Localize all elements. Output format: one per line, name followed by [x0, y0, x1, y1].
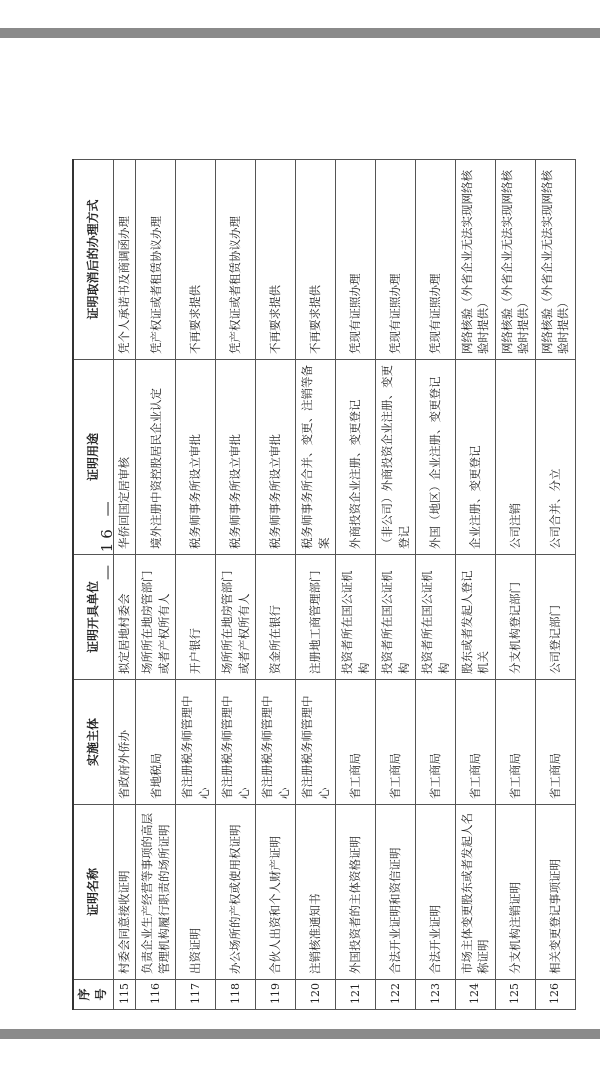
table-row	[216, 160, 256, 1010]
cell-name: 合法开业证明和资信证明	[376, 805, 416, 980]
cell-name: 注销核准通知书	[296, 805, 336, 980]
cell-seq: 125	[495, 980, 535, 1010]
cell-seq: 120	[296, 980, 336, 1010]
cell-issuer: 分支机构登记部门	[495, 555, 535, 680]
cell-issuer: 投资者所在国公证机构	[376, 555, 416, 680]
bottom-border-bar	[0, 1029, 600, 1039]
table-row	[455, 160, 495, 1010]
table-row	[336, 160, 376, 1010]
certificate-table	[72, 159, 576, 1010]
cell-purpose: 税务师事务所设立审批	[256, 360, 296, 555]
table-row	[136, 160, 176, 1010]
table-row	[113, 160, 136, 1010]
cell-issuer: 资金所在银行	[256, 555, 296, 680]
header-subject: 实施主体	[73, 680, 113, 805]
cell-name: 负责企业生产经营等事项的高层管理机构履行职责的场所证明	[136, 805, 176, 980]
cell-name: 外国投资者的主体资格证明	[336, 805, 376, 980]
cell-subject: 省工商局	[336, 680, 376, 805]
cell-purpose: 外国（地区）企业注册、变更登记	[416, 360, 456, 555]
cell-seq: 123	[416, 980, 456, 1010]
cell-handling: 凭产权证或者租赁协议办理	[136, 160, 176, 360]
table-row	[535, 160, 575, 1010]
cell-purpose: 税务师事务所合并、变更、注销等备案	[296, 360, 336, 555]
cell-purpose: 公司合并、分立	[535, 360, 575, 555]
cell-seq: 116	[136, 980, 176, 1010]
cell-seq: 121	[336, 980, 376, 1010]
cell-subject: 省工商局	[535, 680, 575, 805]
cell-issuer: 公司登记部门	[535, 555, 575, 680]
cell-issuer: 投资者所在国公证机构	[336, 555, 376, 680]
cell-subject: 省注册税务师管理中心	[176, 680, 216, 805]
cell-name: 办公场所的产权或使用权证明	[216, 805, 256, 980]
cell-handling: 凭现有证照办理	[376, 160, 416, 360]
table-row	[256, 160, 296, 1010]
cell-handling: 不再要求提供	[256, 160, 296, 360]
header-issuer: 证明开具单位	[73, 555, 113, 680]
cell-seq: 117	[176, 980, 216, 1010]
rotated-table-container	[72, 160, 576, 1010]
cell-seq: 124	[455, 980, 495, 1010]
cell-name: 分支机构注销证明	[495, 805, 535, 980]
table-row	[495, 160, 535, 1010]
cell-handling: 网络核验（外省企业无法实现网络核验时提供）	[535, 160, 575, 360]
cell-name: 合法开业证明	[416, 805, 456, 980]
cell-handling: 凭个人承诺书及商调函办理	[113, 160, 136, 360]
cell-name: 市场主体变更股东或者发起人名称证明	[455, 805, 495, 980]
cell-name: 村委会同意接收证明	[113, 805, 136, 980]
cell-purpose: 税务师事务所设立审批	[216, 360, 256, 555]
page-number: — 16 —	[98, 497, 116, 580]
table-row	[176, 160, 216, 1010]
cell-seq: 122	[376, 980, 416, 1010]
cell-name: 出资证明	[176, 805, 216, 980]
cell-purpose: 税务师事务所设立审批	[176, 360, 216, 555]
cell-purpose: 外商投资企业注册、变更登记	[336, 360, 376, 555]
cell-handling: 网络核验（外省企业无法实现网络核验时提供）	[455, 160, 495, 360]
table-header-row	[73, 160, 113, 1010]
cell-seq: 118	[216, 980, 256, 1010]
cell-seq: 126	[535, 980, 575, 1010]
cell-issuer: 拟定居地村委会	[113, 555, 136, 680]
cell-purpose: 华侨回国定居审核	[113, 360, 136, 555]
table-row	[376, 160, 416, 1010]
cell-subject: 省工商局	[455, 680, 495, 805]
cell-issuer: 场所所在地房管部门或者产权所有人	[136, 555, 176, 680]
cell-issuer: 开户银行	[176, 555, 216, 680]
header-seq: 序号	[73, 980, 113, 1010]
cell-purpose: 境外注册中资控股居民企业认定	[136, 360, 176, 555]
cell-subject: 省注册税务师管理中心	[216, 680, 256, 805]
header-name: 证明名称	[73, 805, 113, 980]
header-purpose: 证明用途	[73, 360, 113, 555]
table-row	[296, 160, 336, 1010]
cell-name: 合伙人出资和个人财产证明	[256, 805, 296, 980]
cell-handling: 凭现有证照办理	[336, 160, 376, 360]
cell-handling: 凭现有证照办理	[416, 160, 456, 360]
cell-issuer: 投资者所在国公证机构	[416, 555, 456, 680]
cell-subject: 省工商局	[495, 680, 535, 805]
table-row	[416, 160, 456, 1010]
cell-handling: 不再要求提供	[176, 160, 216, 360]
cell-issuer: 股东或者发起人登记机关	[455, 555, 495, 680]
top-border-bar	[0, 28, 600, 38]
cell-name: 相关变更登记事项证明	[535, 805, 575, 980]
cell-subject: 省工商局	[376, 680, 416, 805]
cell-seq: 119	[256, 980, 296, 1010]
cell-purpose: 企业注册、变更登记	[455, 360, 495, 555]
header-handling: 证明取消后的办理方式	[73, 160, 113, 360]
cell-handling: 凭产权证或者租赁协议办理	[216, 160, 256, 360]
cell-handling: 不再要求提供	[296, 160, 336, 360]
cell-handling: 网络核验（外省企业无法实现网络核验时提供）	[495, 160, 535, 360]
cell-issuer: 场所所在地房管部门或者产权所有人	[216, 555, 256, 680]
cell-purpose: 公司注销	[495, 360, 535, 555]
cell-seq: 115	[113, 980, 136, 1010]
cell-subject: 省政府外侨办	[113, 680, 136, 805]
cell-subject: 省地税局	[136, 680, 176, 805]
cell-subject: 省工商局	[416, 680, 456, 805]
cell-subject: 省注册税务师管理中心	[256, 680, 296, 805]
cell-purpose: （非公司）外商投资企业注册、变更登记	[376, 360, 416, 555]
cell-subject: 省注册税务师管理中心	[296, 680, 336, 805]
cell-issuer: 注册地工商管理部门	[296, 555, 336, 680]
